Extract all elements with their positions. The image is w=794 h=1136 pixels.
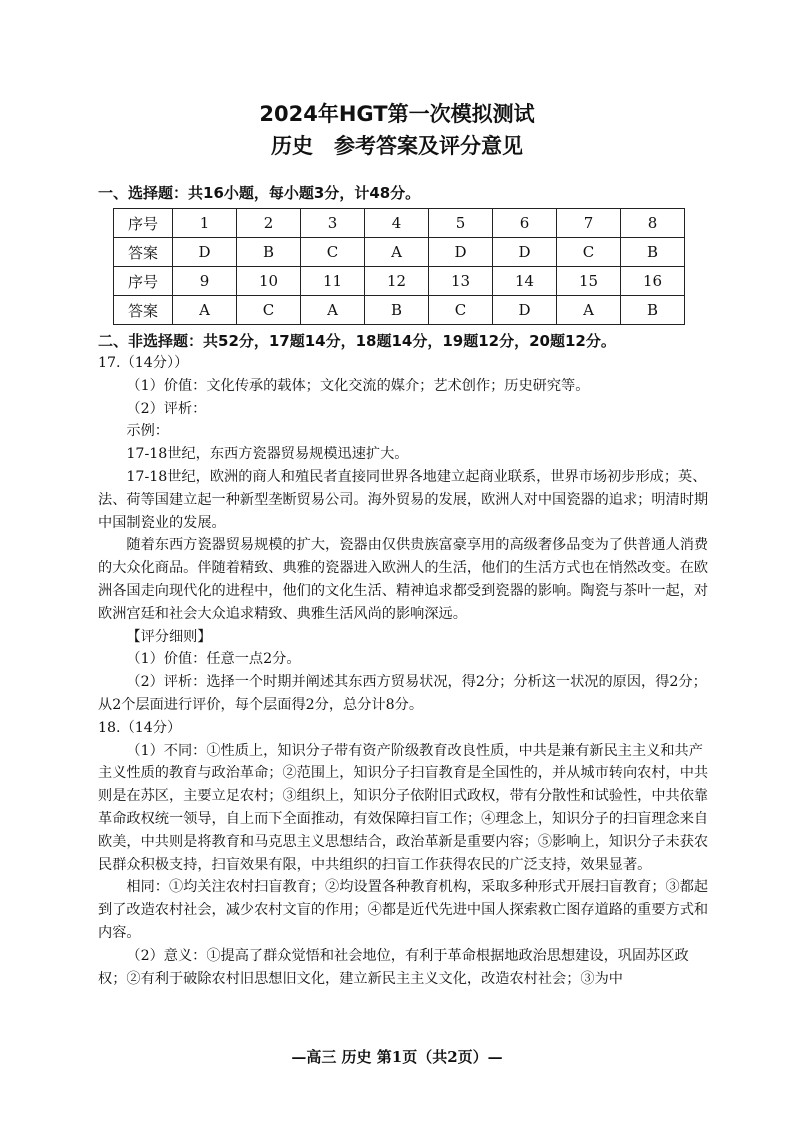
table-cell: 14 xyxy=(493,267,557,296)
table-cell: C xyxy=(429,296,493,325)
table-cell: 10 xyxy=(237,267,301,296)
row-label: 答案 xyxy=(114,296,173,325)
table-cell: A xyxy=(173,296,237,325)
table-cell: 16 xyxy=(621,267,685,296)
table-cell: C xyxy=(237,296,301,325)
table-cell: 6 xyxy=(493,209,557,238)
table-row xyxy=(114,238,685,267)
question-18-title: 18.（14分） xyxy=(98,719,182,736)
table-cell: B xyxy=(237,238,301,267)
table-row xyxy=(114,296,685,325)
document-subtitle: 历史 参考答案及评分意见 xyxy=(271,134,523,158)
table-cell: A xyxy=(557,296,621,325)
table-cell: B xyxy=(621,238,685,267)
table-cell: D xyxy=(429,238,493,267)
table-cell: 9 xyxy=(173,267,237,296)
paragraph: 示例： xyxy=(126,423,169,440)
table-cell: 13 xyxy=(429,267,493,296)
paragraph: （2）意义：①提高了群众觉悟和社会地位，有利于革命根据地政治思想建设，巩固苏区政权；②有利于破除农村旧思想旧文化，建立新民主主义文化，改造农村社会；③为中 xyxy=(98,947,689,987)
page-footer: —高三 历史 第1页（共2页）— xyxy=(291,1048,503,1066)
table-cell: C xyxy=(557,238,621,267)
table-cell: B xyxy=(621,296,685,325)
section2-heading: 二、非选择题：共52分，17题14分，18题14分，19题12分，20题12分。 xyxy=(98,332,616,350)
section1-heading: 一、选择题：共16小题，每小题3分，计48分。 xyxy=(98,184,421,202)
paragraph: （1）不同：①性质上，知识分子带有资产阶级教育改良性质，中共是兼有新民主主义和共产主义性质的教育与政治革命；②范围上，知识分子扫盲教育是全国性的，并从城市转向农村，中共则是在苏区，主要立足农村；③组织上，知识分子依附旧式政权，带有分散性和试验性，中共依靠革命政权统一领导，自上而下全面推动，有效保障扫盲工作；④理念上，知识分子的扫盲理念来自欧美，中共则是将教育和马克思主义思想结合，政治革新是重要内容；⑤影响上，知识分子未获农民群众积极支持，扫盲效果有限，中共组织的扫盲工作获得农民的广泛支持，效果显著。 xyxy=(98,742,709,873)
table-cell: 12 xyxy=(365,267,429,296)
table-cell: 11 xyxy=(301,267,365,296)
row-label: 序号 xyxy=(114,209,173,238)
question-17-title: 17.（14分）） xyxy=(98,355,189,371)
table-row xyxy=(114,209,685,238)
table-cell: 2 xyxy=(237,209,301,238)
table-cell: D xyxy=(173,238,237,267)
table-cell: 3 xyxy=(301,209,365,238)
table-cell: 8 xyxy=(621,209,685,238)
paragraph: （2）评析：选择一个时期并阐述其东西方贸易状况，得2分；分析这一状况的原因，得2分；从2个层面进行评价，每个层面得2分，总分计8分。 xyxy=(98,674,707,713)
paragraph: 随着东西方瓷器贸易规模的扩大，瓷器由仅供贵族富豪享用的高级奢侈品变为了供普通人消费的大众化商品。伴随着精致、典雅的瓷器进入欧洲人的生活，他们的生活方式也在悄然改变。在欧洲各国走向现代化的进程中，他们的文化生活、精神追求都受到瓷器的影响。陶瓷与茶叶一起，对欧洲宫廷和社会大众追求精致、典雅生活风尚的影响深远。 xyxy=(98,537,709,622)
table-cell: A xyxy=(301,296,365,325)
paragraph: （1）价值：文化传承的载体；文化交流的媒介；艺术创作；历史研究等。 xyxy=(126,377,590,394)
table-cell: 1 xyxy=(173,209,237,238)
answer-table xyxy=(113,208,685,325)
table-cell: 4 xyxy=(365,209,429,238)
table-cell: C xyxy=(301,238,365,267)
table-cell: D xyxy=(493,238,557,267)
paragraph: 相同：①均关注农村扫盲教育；②均设置各种教育机构，采取多种形式开展扫盲教育；③都起到了改造农村社会，减少农村文盲的作用；④都是近代先进中国人探索救亡图存道路的重要方式和内容。 xyxy=(98,879,709,941)
row-label: 答案 xyxy=(114,238,173,267)
paragraph: （2）评析： xyxy=(126,400,207,417)
scoring-heading: 【评分细则】 xyxy=(126,628,212,645)
paragraph: 17-18世纪，东西方瓷器贸易规模迅速扩大。 xyxy=(126,446,409,463)
table-cell: 7 xyxy=(557,209,621,238)
table-cell: D xyxy=(493,296,557,325)
table-cell: 5 xyxy=(429,209,493,238)
table-cell: 15 xyxy=(557,267,621,296)
paragraph: （1）价值：任意一点2分。 xyxy=(126,651,301,668)
table-row xyxy=(114,267,685,296)
paragraph: 17-18世纪，欧洲的商人和殖民者直接同世界各地建立起商业联系，世界市场初步形成；英、法、荷等国建立起一种新型垄断贸易公司。海外贸易的发展，欧洲人对中国瓷器的追求；明清时期中国制瓷业的发展。 xyxy=(98,468,709,531)
answer-body xyxy=(98,352,712,990)
table-cell: A xyxy=(365,238,429,267)
table-cell: B xyxy=(365,296,429,325)
document-title: 2024年HGT第一次模拟测试 xyxy=(259,102,535,126)
row-label: 序号 xyxy=(114,267,173,296)
